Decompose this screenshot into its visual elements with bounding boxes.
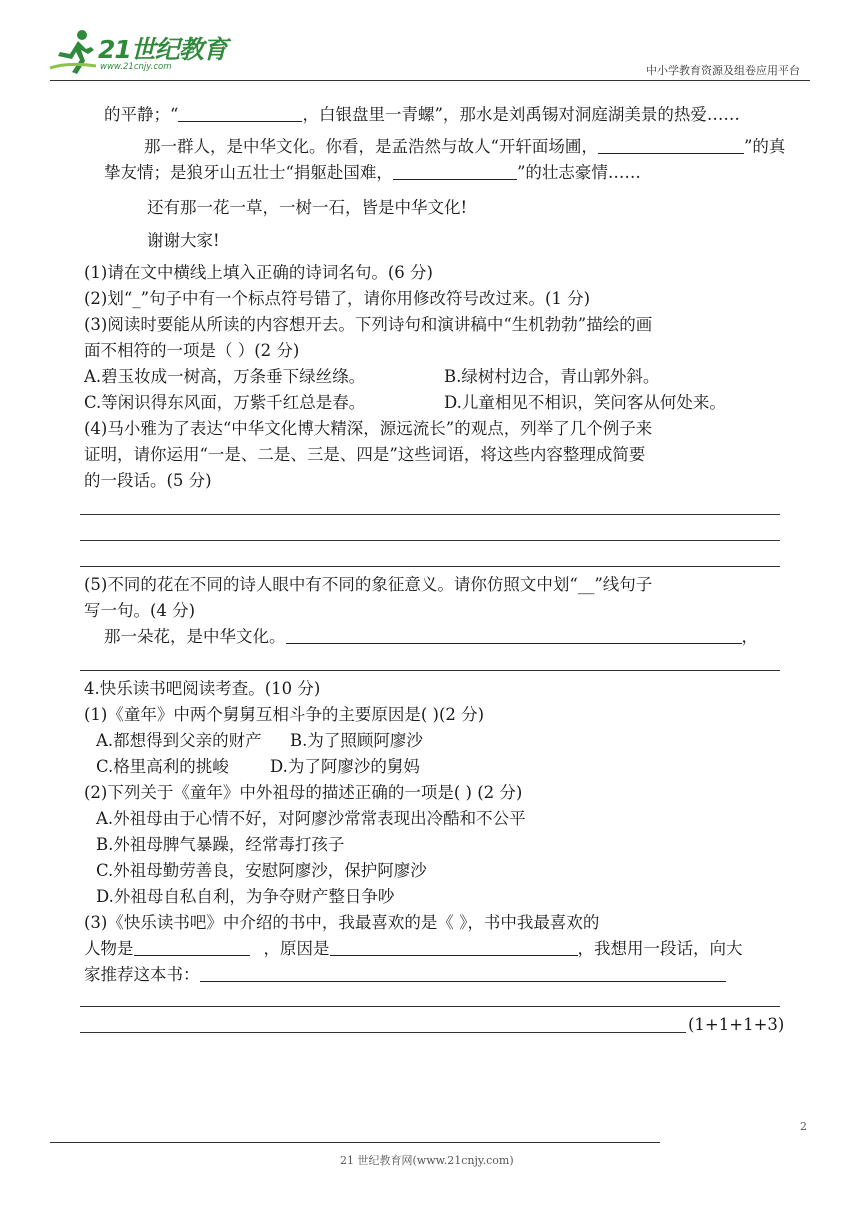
answer-line[interactable]: [80, 514, 780, 515]
text: ”的壮志豪情……: [516, 163, 641, 182]
text: 的平静；“: [104, 105, 179, 124]
text: ”的真: [743, 137, 786, 156]
q4-s1-option-b[interactable]: B.为了照顾阿廖沙: [290, 731, 423, 750]
option-b[interactable]: B.绿树村边合，青山郭外斜。: [444, 367, 660, 386]
text: ，: [741, 627, 758, 646]
text: (5)不同的花在不同的诗人眼中有不同的象征意义。请你仿照文中划“: [84, 575, 578, 594]
answer-line[interactable]: [80, 670, 780, 671]
q4-sub-3-line-3: [84, 964, 726, 986]
q4-s1-option-d[interactable]: D.为了阿廖沙的舅妈: [270, 757, 420, 776]
answer-blank[interactable]: [200, 965, 726, 982]
passage-line-5: 谢谢大家!: [147, 231, 220, 250]
q3-item-2: [84, 288, 590, 310]
q4-sub-3-line-2: [84, 938, 743, 960]
underline-mark: __: [577, 575, 595, 594]
header-divider: [50, 80, 810, 81]
text: ，我想用一段话，向大: [577, 939, 743, 958]
answer-blank[interactable]: [178, 105, 302, 122]
page-number: 2: [800, 1120, 807, 1133]
passage-line-3: [104, 162, 641, 184]
runner-icon: [48, 28, 100, 76]
text: ，白银盘里一青螺”，那水是刘禹锡对洞庭湖美景的热爱……: [302, 105, 740, 124]
logo-text: 21世纪教育: [98, 35, 227, 64]
logo-url: www.21cnjy.com: [100, 62, 172, 72]
text: ”句子中有一个标点符号错了，请你用修改符号改过来。(1 分): [140, 289, 591, 308]
q3-item-4-line-2: 证明，请你运用“一是、二是、三是、四是”这些词语，将这些内容整理成简要: [84, 445, 646, 464]
underline-mark: _: [132, 289, 141, 308]
text: 人物是: [84, 939, 134, 958]
q3-item-5-line-3: [104, 626, 758, 648]
q4-sub-2: (2)下列关于《童年》中外祖母的描述正确的一项是( ) (2 分): [84, 783, 523, 802]
text: 家推荐这本书：: [84, 965, 200, 984]
q4-s2-option-a[interactable]: A.外祖母由于心情不好，对阿廖沙常常表现出冷酷和不公平: [96, 809, 526, 828]
answer-line[interactable]: [80, 566, 780, 567]
footer-divider: [50, 1142, 660, 1143]
site-logo: [48, 28, 228, 78]
text: (2)划“: [84, 289, 133, 308]
q4-title: 4.快乐读书吧阅读考查。(10 分): [84, 679, 321, 698]
answer-blank[interactable]: [330, 939, 578, 956]
platform-name: 中小学教育资源及组卷应用平台: [646, 64, 800, 77]
passage-line-4: 还有那一花一草，一树一石，皆是中华文化!: [147, 198, 468, 217]
q3-item-4-line-1: (4)马小雅为了表达“中华文化博大精深，源远流长”的观点，列举了几个例子来: [84, 419, 653, 438]
answer-blank[interactable]: [286, 627, 742, 644]
q4-sub-3-line-1: (3)《快乐读书吧》中介绍的书中，我最喜欢的是《 》，书中我最喜欢的: [84, 913, 600, 932]
passage-line-1: [104, 104, 740, 126]
q3-item-5-line-2: 写一句。(4 分): [84, 601, 196, 620]
q4-s2-option-b[interactable]: B.外祖母脾气暴躁，经常毒打孩子: [96, 835, 345, 854]
text: 那一群人，是中华文化。你看，是孟浩然与故人“开轩面场圃，: [144, 137, 598, 156]
text: ”线句子: [594, 575, 653, 594]
q3-item-4-line-3: 的一段话。(5 分): [84, 471, 212, 490]
text: 那一朵花，是中华文化。: [104, 627, 286, 646]
option-d[interactable]: D.儿童相见不相识，笑问客从何处来。: [444, 393, 726, 412]
q4-sub-1: (1)《童年》中两个舅舅互相斗争的主要原因是( )(2 分): [84, 705, 485, 724]
answer-line[interactable]: [80, 540, 780, 541]
q4-s2-option-c[interactable]: C.外祖母勤劳善良，安慰阿廖沙，保护阿廖沙: [96, 861, 427, 880]
answer-blank[interactable]: [598, 137, 744, 154]
q4-s1-option-a[interactable]: A.都想得到父亲的财产: [96, 731, 262, 750]
footer-site[interactable]: 21 世纪教育网(www.21cnjy.com): [340, 1154, 514, 1167]
answer-line[interactable]: [80, 1006, 780, 1007]
text: ，原因是: [263, 939, 330, 958]
answer-blank[interactable]: [393, 163, 517, 180]
q3-item-3-line-2: 面不相符的一项是（ ）(2 分): [84, 341, 300, 360]
score-note: (1+1+1+3): [688, 1015, 785, 1034]
q4-s1-option-c[interactable]: C.格里高利的挑峻: [96, 757, 229, 776]
q3-item-3-line-1: (3)阅读时要能从所读的内容想开去。下列诗句和演讲稿中“生机勃勃”描绘的画: [84, 315, 653, 334]
answer-line[interactable]: [80, 1032, 686, 1033]
q4-s2-option-d[interactable]: D.外祖母自私自利，为争夺财产整日争吵: [96, 887, 395, 906]
answer-blank[interactable]: [134, 939, 250, 956]
q3-item-5-line-1: [84, 574, 652, 596]
text: 挚友情；是狼牙山五壮士“捐躯赴国难，: [104, 163, 393, 182]
option-c[interactable]: C.等闲识得东风面，万紫千红总是春。: [84, 393, 366, 412]
passage-line-2: [144, 136, 785, 158]
q3-item-1: (1)请在文中横线上填入正确的诗词名句。(6 分): [84, 263, 433, 282]
option-a[interactable]: A.碧玉妆成一树高，万条垂下绿丝绦。: [84, 367, 366, 386]
